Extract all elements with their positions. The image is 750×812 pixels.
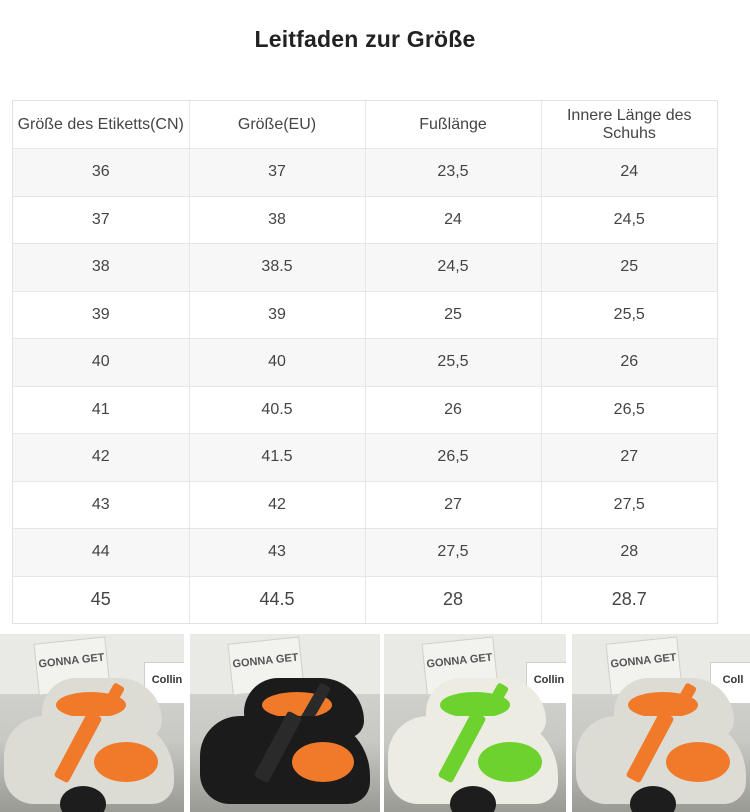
page-title: Leitfaden zur Größe <box>254 26 476 52</box>
box-label-secondary: Coll <box>710 662 750 704</box>
column-header-eu-size: Größe(EU) <box>189 101 365 149</box>
table-cell: 25 <box>365 291 541 339</box>
table-cell: 42 <box>13 434 189 482</box>
table-row <box>13 196 717 244</box>
box-label-secondary: Collin <box>526 662 566 704</box>
table-cell: 39 <box>189 291 365 339</box>
product-photo <box>384 634 566 812</box>
size-table <box>12 100 718 624</box>
table-row <box>13 291 717 339</box>
table-cell: 26,5 <box>365 434 541 482</box>
box-label: GONNA GET <box>605 636 682 695</box>
table-cell: 28.7 <box>541 576 717 623</box>
box-label: GONNA GET <box>33 636 110 695</box>
column-header-cn-size: Größe des Etiketts(CN) <box>13 101 189 149</box>
table-cell: 40 <box>189 339 365 387</box>
product-photo <box>0 634 184 812</box>
table-cell: 24,5 <box>541 196 717 244</box>
table-row <box>13 149 717 197</box>
table-row <box>13 434 717 482</box>
table-cell: 40 <box>13 339 189 387</box>
product-photo <box>572 634 750 812</box>
table-cell: 26 <box>541 339 717 387</box>
table-cell: 24 <box>541 149 717 197</box>
column-header-inner-length: Innere Länge des Schuhs <box>541 101 717 149</box>
table-cell: 25 <box>541 244 717 292</box>
table-cell: 40.5 <box>189 386 365 434</box>
table-cell: 36 <box>13 149 189 197</box>
table-cell: 39 <box>13 291 189 339</box>
table-cell: 41 <box>13 386 189 434</box>
product-photo <box>190 634 380 812</box>
table-row <box>13 576 717 623</box>
box-label: GONNA GET <box>421 636 498 695</box>
table-cell: 25,5 <box>365 339 541 387</box>
table-cell: 25,5 <box>541 291 717 339</box>
table-cell: 27 <box>541 434 717 482</box>
table-cell: 43 <box>189 529 365 577</box>
table-header-row <box>13 101 717 149</box>
table-cell: 38 <box>13 244 189 292</box>
table-row <box>13 481 717 529</box>
box-label: GONNA GET <box>227 636 304 695</box>
table-cell: 23,5 <box>365 149 541 197</box>
table-cell: 42 <box>189 481 365 529</box>
slipper-image <box>200 716 370 804</box>
table-row <box>13 386 717 434</box>
column-header-foot-length: Fußlänge <box>365 101 541 149</box>
table-cell: 37 <box>189 149 365 197</box>
table-row <box>13 244 717 292</box>
table-cell: 37 <box>13 196 189 244</box>
table-cell: 43 <box>13 481 189 529</box>
table-cell: 44 <box>13 529 189 577</box>
table-cell: 27,5 <box>541 481 717 529</box>
table-row <box>13 529 717 577</box>
product-photo-strip <box>0 634 750 812</box>
table-cell: 24,5 <box>365 244 541 292</box>
table-cell: 45 <box>13 576 189 623</box>
table-cell: 24 <box>365 196 541 244</box>
table-cell: 28 <box>541 529 717 577</box>
table-cell: 28 <box>365 576 541 623</box>
table-cell: 44.5 <box>189 576 365 623</box>
table-cell: 27 <box>365 481 541 529</box>
table-cell: 38 <box>189 196 365 244</box>
box-label-secondary: Collin <box>144 662 184 704</box>
table-cell: 27,5 <box>365 529 541 577</box>
table-cell: 26 <box>365 386 541 434</box>
table-cell: 41.5 <box>189 434 365 482</box>
table-cell: 26,5 <box>541 386 717 434</box>
table-cell: 38.5 <box>189 244 365 292</box>
table-row <box>13 339 717 387</box>
